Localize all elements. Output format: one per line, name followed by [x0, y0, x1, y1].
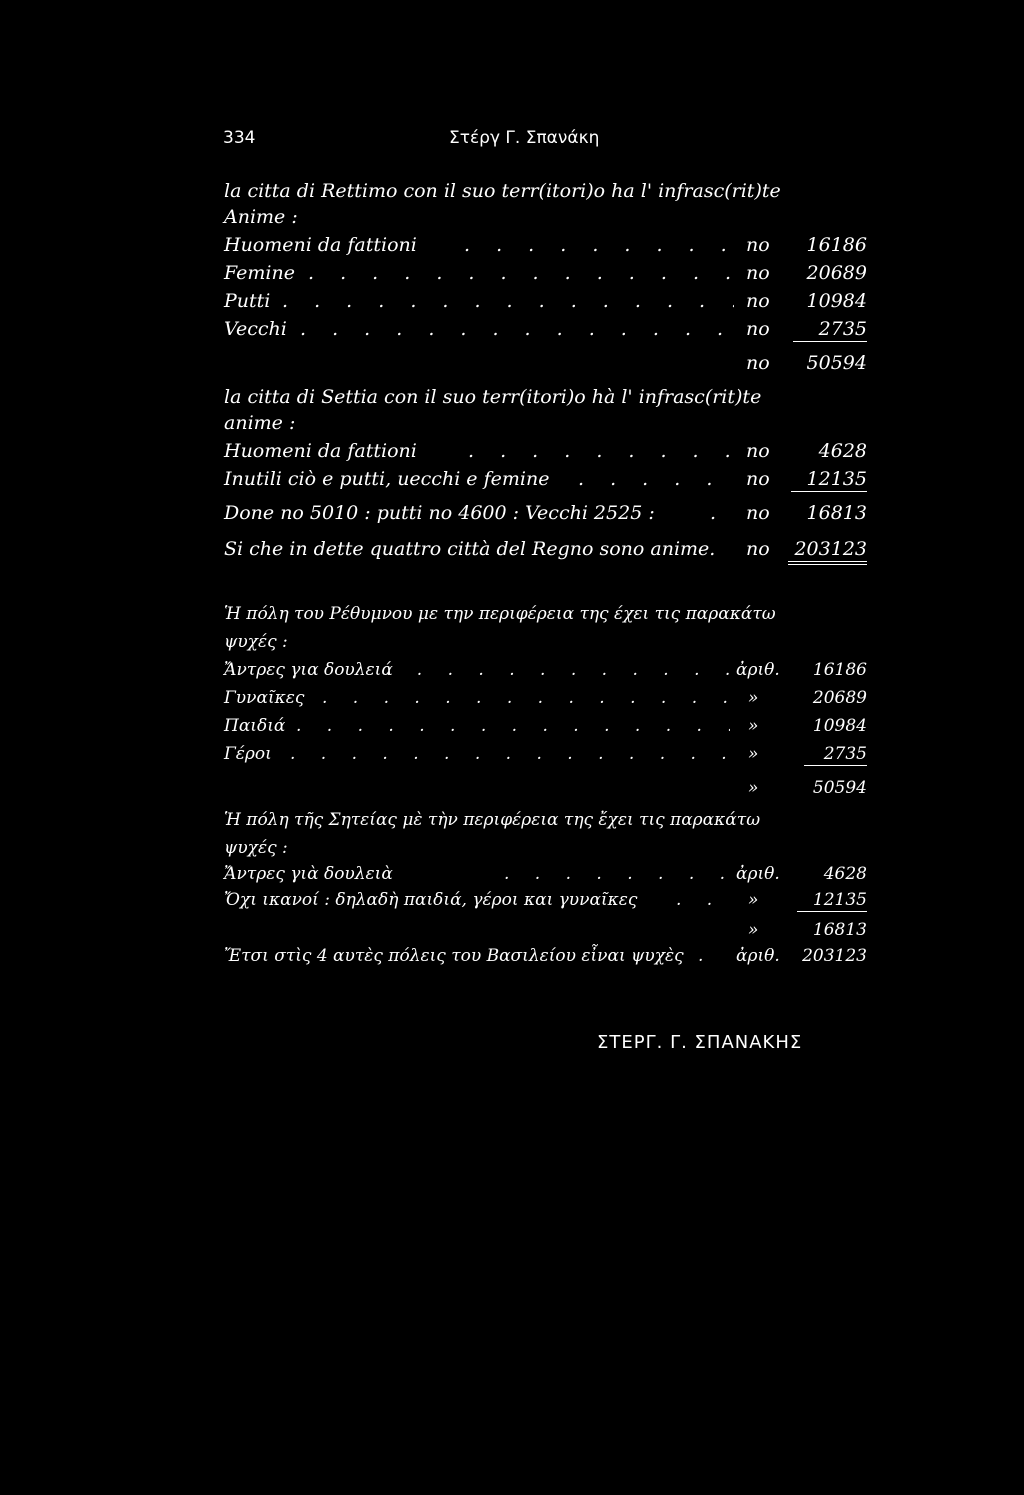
summary-row: Si che in dette quattro città del Regno sono anime. no 203123 [224, 538, 867, 564]
author-signature: ΣΤΕΡΓ. Γ. ΣΠΑΝΑΚΗΣ [597, 1032, 803, 1053]
siteia-intro: Ἡ πόλη τῆς Σητείας μὲ τὴν περιφέρεια της ἔχει τις παρακάτω [224, 810, 761, 830]
leader-dots [578, 468, 734, 490]
list-item: Ἄντρες γιὰ δουλειὰ . . . ἀριθ. 4628 [224, 864, 867, 890]
list-item: Femine . . . no 20689 [224, 262, 867, 288]
leader-dots [282, 290, 734, 312]
total-row: » 50594 [748, 778, 867, 798]
leader-dots [676, 890, 730, 910]
list-item: Ἄντρες για δουλειά . . . ἀριθ. 16186 [224, 660, 867, 686]
list-item: Γυναῖκες . . . » 20689 [224, 688, 867, 714]
list-item: Done no 5010 : putti no 4600 : Vecchi 2525 : . . . no 16813 [224, 502, 867, 528]
settia-intro: la citta di Settia con il suo terr(itori)o hà l' infrasc(rit)te [224, 386, 762, 408]
total-row: no 50594 [746, 352, 867, 374]
leader-dots [300, 318, 734, 340]
leader-dots [290, 744, 730, 764]
leader-dots [464, 234, 734, 256]
leader-dots [308, 262, 734, 284]
list-item: Ὄχι ικανοί : δηλαδὴ παιδιά, γέροι και γυναῖκες . . . » 12135 [224, 890, 867, 916]
running-title: Στέργ Γ. Σπανάκη [449, 128, 600, 148]
list-item: Vecchi . . . no 2735 [224, 318, 867, 344]
leader-dots [296, 716, 730, 736]
leader-dots [698, 946, 730, 966]
leader-dots [504, 864, 730, 884]
list-item: Παιδιά . . . » 10984 [224, 716, 867, 742]
list-item: Inutili ciò e putti, uecchi e femine . . . no 12135 [224, 468, 867, 494]
rethymno-intro: Ἡ πόλη του Ρέθυμνου με την περιφέρεια της έχει τις παρακάτω [224, 604, 776, 624]
settia-intro-2: anime : [224, 412, 296, 434]
page-number: 334 [223, 128, 256, 148]
list-item: Putti . . . no 10984 [224, 290, 867, 316]
list-item: Γέροι . . . » 2735 [224, 744, 867, 770]
leader-dots [386, 660, 730, 680]
rettimo-intro: la citta di Rettimo con il suo terr(itori)o ha l' infrasc(rit)te [224, 180, 781, 202]
list-item: Huomeni da fattioni . . . no 4628 [224, 440, 867, 466]
siteia-intro-2: ψυχές : [224, 838, 288, 858]
rettimo-intro-2: Anime : [224, 206, 298, 228]
list-item: Huomeni da fattioni . . . no 16186 [224, 234, 867, 260]
leader-dots [322, 688, 730, 708]
rethymno-intro-2: ψυχές : [224, 632, 288, 652]
summary-row: Ἔτσι στὶς 4 αυτὲς πόλεις του Βασιλείου εἶναι ψυχὲς . . . ἀριθ. 203123 [224, 946, 867, 972]
leader-dots [710, 502, 734, 524]
leader-dots [468, 440, 734, 462]
total-row: » 16813 [748, 920, 867, 940]
